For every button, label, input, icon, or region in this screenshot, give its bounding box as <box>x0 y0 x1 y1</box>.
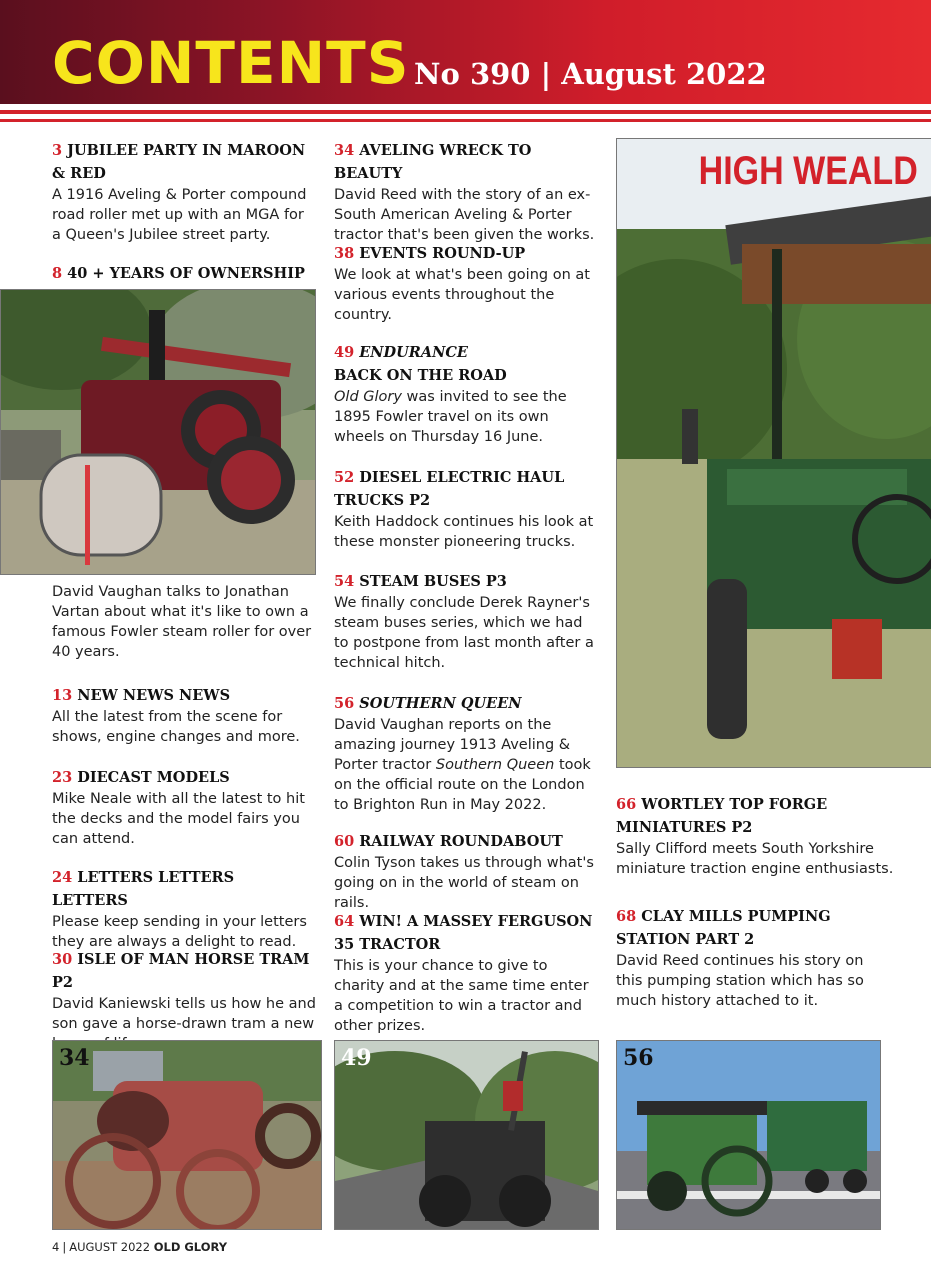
article-entry[interactable] <box>52 262 322 285</box>
article-description: David Reed continues his story on this pumping station which has so much history attached to it. <box>616 953 864 1009</box>
page-number: 60 <box>334 833 355 850</box>
footer-date: AUGUST 2022 <box>69 1240 151 1254</box>
page-number: 68 <box>616 908 637 925</box>
article-entry[interactable] <box>52 866 314 952</box>
high-weald-photo <box>616 138 931 768</box>
article-entry[interactable] <box>334 341 596 447</box>
article-description: Keith Haddock continues his look at these monster pioneering trucks. <box>334 514 594 550</box>
article-entry[interactable] <box>334 139 596 245</box>
photo-page-49 <box>334 1040 599 1230</box>
page-number: 52 <box>334 469 355 486</box>
footer-magazine: OLD GLORY <box>153 1240 228 1254</box>
article-description: Colin Tyson takes us through what's going on in the world of steam on rails. <box>334 855 594 911</box>
article-description: David Vaughan talks to Jonathan Vartan about what it's like to own a famous Fowler steam roller for over 40 years. <box>52 584 312 660</box>
article-title-italic: ENDURANCE <box>359 344 468 361</box>
page-number: 38 <box>334 245 355 262</box>
article-entry[interactable] <box>616 905 878 1011</box>
article-description: David Kaniewski tells us how he and son gave a horse-drawn tram a new <box>52 996 316 1032</box>
article-title: AVELING WRECK TO BEAUTY <box>334 142 532 182</box>
photo-page-label: 34 <box>59 1045 90 1071</box>
article-description: Old Glory was invited to see the 1895 Fowler travel on its own wheels on Thursday 16 June. <box>334 389 567 445</box>
article-description: We look at what's been going on at various events throughout the country. <box>334 267 590 323</box>
page-number: 23 <box>52 769 73 786</box>
page-title: CONTENTS <box>52 29 410 97</box>
article-description: Please keep sending in your letters they are always a delight to read. <box>52 914 307 950</box>
article-description: David Reed with the story of an ex-South American Aveling & Porter tractor that's been given the works. <box>334 187 595 243</box>
article-entry[interactable] <box>52 948 320 1054</box>
article-entry[interactable] <box>52 684 314 747</box>
article-title: ISLE OF MAN HORSE TRAM P2 <box>52 951 310 991</box>
article-description: David Vaughan reports on the amazing journey 1913 Aveling & Porter tractor Southern Queen took on the official route on the London to Brighton Run in May 2022. <box>334 717 591 813</box>
header-banner <box>0 0 931 104</box>
page-number: 30 <box>52 951 73 968</box>
article-title: DIECAST MODELS <box>77 769 230 786</box>
page-number: 49 <box>334 344 355 361</box>
article-title: 40 + YEARS OF OWNERSHIP <box>67 265 305 282</box>
high-weald-label: HIGH WEALD <box>698 149 918 193</box>
page-number: 56 <box>334 695 355 712</box>
article-entry[interactable] <box>334 242 596 325</box>
article-entry[interactable] <box>334 466 596 552</box>
photo-page-label: 56 <box>623 1045 654 1071</box>
article-description: Sally Clifford meets South Yorkshire miniature traction engine enthusiasts. <box>616 841 894 877</box>
article-title: LETTERS LETTERS LETTERS <box>52 869 235 909</box>
article-entry[interactable] <box>334 910 596 1036</box>
page-footer: 4 | AUGUST 2022 OLD GLORY <box>52 1240 228 1254</box>
article-entry[interactable] <box>334 692 596 815</box>
footer-page-number: 4 <box>52 1240 60 1254</box>
divider <box>0 110 931 114</box>
photo-page-label: 49 <box>341 1045 372 1071</box>
article-title: EVENTS ROUND-UP <box>359 245 526 262</box>
article-entry[interactable] <box>334 830 596 913</box>
steam-roller-photo <box>0 289 316 575</box>
article-description: Mike Neale with all the latest to hit the decks and the model fairs you can attend. <box>52 791 305 847</box>
article-entry-continued <box>52 582 314 662</box>
article-title: NEW NEWS NEWS <box>77 687 231 704</box>
page-number: 13 <box>52 687 73 704</box>
article-entry[interactable] <box>52 139 314 245</box>
page-number: 3 <box>52 142 63 159</box>
article-title: DIESEL ELECTRIC HAUL TRUCKS P2 <box>334 469 565 509</box>
article-title: BACK ON THE ROAD <box>334 367 507 384</box>
article-title: STEAM BUSES P3 <box>359 573 507 590</box>
article-entry[interactable] <box>616 793 906 879</box>
article-title: WIN! A MASSEY FERGUSON 35 TRACTOR <box>334 913 593 953</box>
article-description: We finally conclude Derek Rayner's steam buses series, which we had to postpone from last month after a technical hitch. <box>334 595 594 671</box>
article-title-italic: SOUTHERN QUEEN <box>359 695 522 712</box>
photo-page-34 <box>52 1040 322 1230</box>
page-number: 34 <box>334 142 355 159</box>
article-description: A 1916 Aveling & Porter compound road roller met up with an MGA for a Queen's Jubilee street party. <box>52 187 307 243</box>
article-description: All the latest from the scene for shows, engine changes and more. <box>52 709 300 745</box>
page-number: 24 <box>52 869 73 886</box>
magazine-name: Old Glory <box>334 389 402 405</box>
page-number: 8 <box>52 265 63 282</box>
article-title: WORTLEY TOP FORGE MINIATURES P2 <box>616 796 828 836</box>
article-title: CLAY MILLS PUMPING STATION PART 2 <box>616 908 831 948</box>
article-entry[interactable] <box>334 570 596 673</box>
divider <box>0 119 931 122</box>
article-title: JUBILEE PARTY IN MAROON & RED <box>52 142 306 182</box>
article-title: RAILWAY ROUNDABOUT <box>359 833 563 850</box>
page-number: 54 <box>334 573 355 590</box>
issue-info: No 390 | August 2022 <box>414 57 767 91</box>
article-entry[interactable] <box>52 766 314 849</box>
page-number: 64 <box>334 913 355 930</box>
photo-page-56 <box>616 1040 881 1230</box>
article-description: This is your chance to give to charity and at the same time enter a competition to win a tractor and other prizes. <box>334 958 589 1034</box>
page-number: 66 <box>616 796 637 813</box>
